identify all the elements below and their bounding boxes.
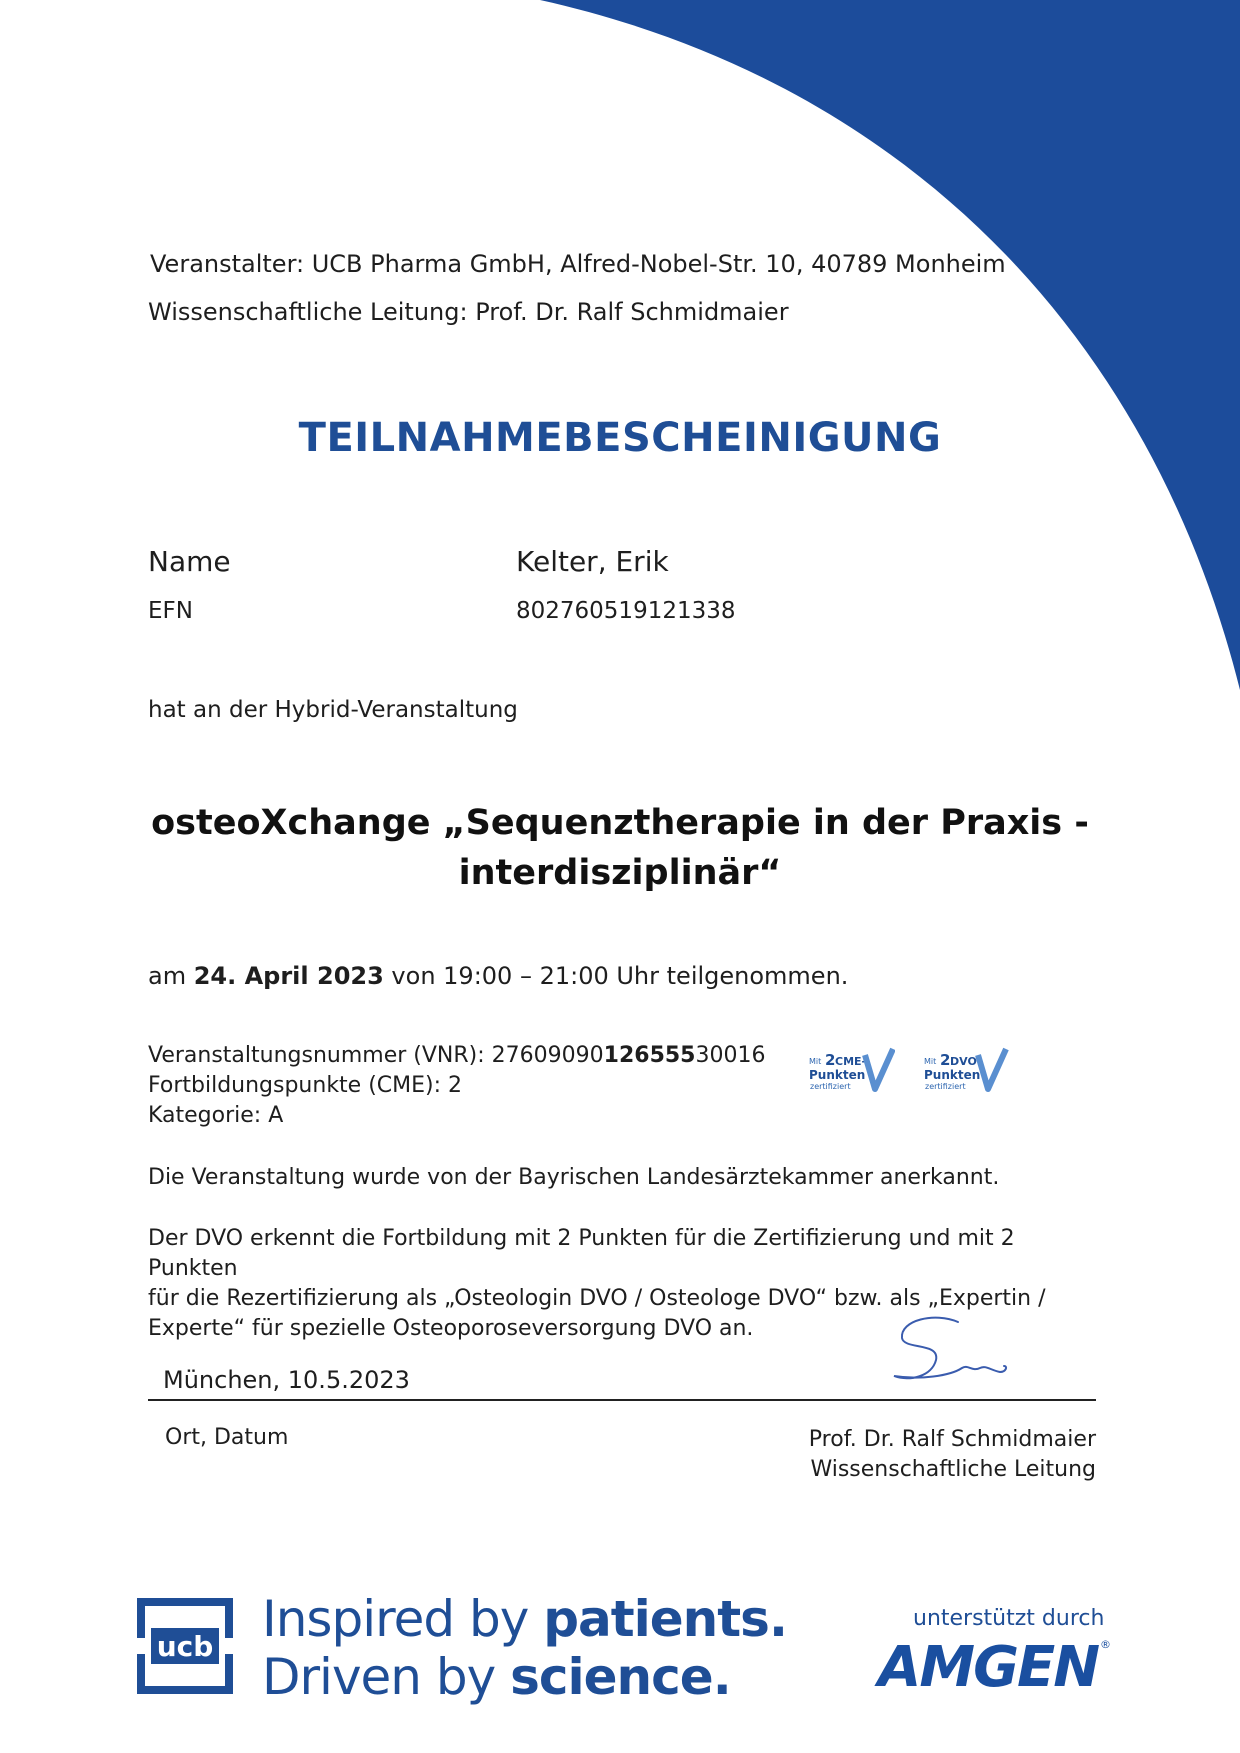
cme-badge-sub: zertifiziert — [810, 1082, 851, 1091]
signature-image — [880, 1310, 1020, 1390]
cme-badge-kind: CME- — [835, 1055, 867, 1068]
ucb-slogan — [262, 1590, 787, 1706]
dvo-badge-number: 2 — [940, 1051, 951, 1069]
dvo-line2: für die Rezertifizierung als „Osteologin DVO / Osteologe DVO“ bzw. als „Expertin / — [148, 1286, 1046, 1311]
intro-text: hat an der Hybrid-Veranstaltung — [148, 697, 518, 723]
date-prefix: am — [148, 962, 194, 990]
cme-badge-number: 2 — [825, 1051, 836, 1069]
attendance-date-line — [148, 962, 848, 990]
vnr-bold: 126555 — [603, 1043, 696, 1068]
dvo-certified-badge — [920, 1043, 1010, 1099]
recognition-text: Die Veranstaltung wurde von der Bayrischen Landesärztekammer anerkannt. — [148, 1165, 1000, 1190]
cme-badge-main: Punkten — [809, 1068, 866, 1082]
name-value: Kelter, Erik — [516, 545, 669, 578]
dvo-badge-kind: DVO- — [950, 1055, 982, 1068]
vnr-line — [148, 1043, 766, 1068]
dvo-badge-top: Mit — [924, 1057, 937, 1066]
dvo-line1: Der DVO erkennt die Fortbildung mit 2 Punkten für die Zertifizierung und mit 2 Punkten — [148, 1226, 1015, 1281]
slogan-line2-a: Driven by — [262, 1648, 511, 1706]
signer-name: Prof. Dr. Ralf Schmidmaier — [808, 1427, 1096, 1452]
dvo-badge-main: Punkten — [924, 1068, 981, 1082]
vnr-prefix: Veranstaltungsnummer (VNR): 27609090 — [148, 1043, 604, 1068]
name-label: Name — [148, 545, 231, 578]
amgen-registered-mark: ® — [1100, 1638, 1111, 1651]
date-suffix: von 19:00 – 21:00 Uhr teilgenommen. — [383, 962, 849, 990]
signature-line — [148, 1399, 1096, 1401]
cme-badge-top: Mit — [809, 1057, 822, 1066]
dvo-badge-sub: zertifiziert — [925, 1082, 966, 1091]
vnr-suffix: 30016 — [695, 1043, 766, 1068]
amgen-logo: AMGEN — [878, 1635, 1099, 1700]
signer-block — [809, 1425, 1096, 1485]
cme-check-icon — [865, 1049, 893, 1089]
organizer-line: Veranstalter: UCB Pharma GmbH, Alfred-Nobel-Str. 10, 40789 Monheim — [150, 250, 1006, 278]
dvo-check-icon — [978, 1049, 1006, 1089]
slogan-line1-a: Inspired by — [262, 1590, 544, 1648]
signer-role: Wissenschaftliche Leitung — [810, 1457, 1096, 1482]
cme-points-line: Fortbildungspunkte (CME): 2 — [148, 1073, 463, 1098]
event-title-line1: osteoXchange „Sequenztherapie in der Praxis - — [151, 803, 1089, 843]
efn-value: 802760519121338 — [516, 598, 736, 624]
efn-label: EFN — [148, 598, 193, 624]
slogan-line2 — [262, 1648, 787, 1706]
slogan-line1-b: patients. — [543, 1590, 787, 1648]
event-title — [0, 798, 1240, 898]
dvo-line3: Experte“ für spezielle Osteoporoseversorgung DVO an. — [148, 1316, 754, 1341]
event-date: 24. April 2023 — [193, 962, 384, 990]
supported-by-text: unterstützt durch — [913, 1606, 1105, 1631]
place-date-label: Ort, Datum — [165, 1425, 289, 1450]
category-line: Kategorie: A — [148, 1103, 284, 1128]
ucb-logo — [137, 1598, 233, 1694]
scientific-lead-line: Wissenschaftliche Leitung: Prof. Dr. Ralf Schmidmaier — [148, 298, 789, 326]
ucb-logo-text: ucb — [156, 1630, 214, 1663]
event-title-line2: interdisziplinär“ — [458, 853, 782, 893]
cme-certified-badge — [805, 1043, 895, 1099]
slogan-line2-b: science. — [510, 1648, 731, 1706]
certificate-title: TEILNAHMEBESCHEINIGUNG — [298, 415, 942, 461]
place-date: München, 10.5.2023 — [163, 1366, 410, 1394]
slogan-line1 — [262, 1590, 787, 1648]
